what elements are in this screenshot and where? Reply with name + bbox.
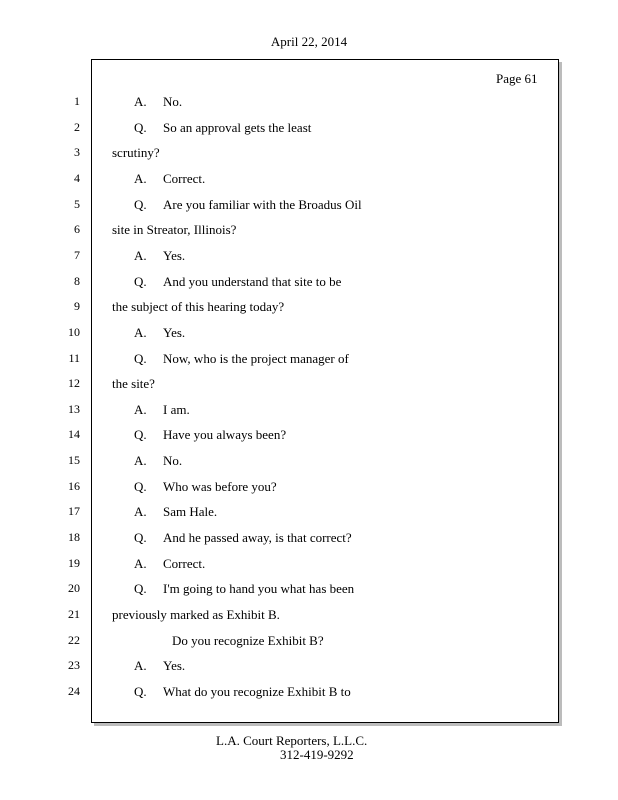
question-marker: Q. bbox=[134, 427, 147, 442]
transcript-page-frame bbox=[91, 59, 559, 723]
line-number: 10 bbox=[68, 325, 80, 339]
transcript-text: Do you recognize Exhibit B? bbox=[172, 633, 324, 648]
line-number: 11 bbox=[68, 351, 80, 365]
line-number: 12 bbox=[68, 376, 80, 390]
answer-marker: A. bbox=[134, 402, 147, 417]
footer-company: L.A. Court Reporters, L.L.C. bbox=[216, 733, 368, 748]
transcript-text: What do you recognize Exhibit B to bbox=[163, 684, 351, 699]
transcript-text: No. bbox=[163, 94, 183, 109]
answer-marker: A. bbox=[134, 556, 147, 571]
line-number: 17 bbox=[68, 504, 80, 518]
transcript-text: Correct. bbox=[163, 171, 206, 186]
transcript-line bbox=[112, 299, 284, 315]
question-marker: Q. bbox=[134, 120, 147, 135]
line-number: 20 bbox=[68, 581, 80, 595]
answer-marker: A. bbox=[134, 325, 147, 340]
line-number: 1 bbox=[74, 94, 80, 108]
transcript-text: No. bbox=[163, 453, 183, 468]
question-marker: Q. bbox=[134, 684, 147, 699]
line-number: 24 bbox=[68, 684, 80, 698]
transcript-text: Sam Hale. bbox=[163, 504, 218, 519]
answer-marker: A. bbox=[134, 171, 147, 186]
line-number: 9 bbox=[74, 299, 80, 313]
transcript-text: Are you familiar with the Broadus Oil bbox=[163, 197, 362, 212]
line-number: 6 bbox=[74, 222, 80, 236]
line-number: 14 bbox=[68, 427, 80, 441]
answer-marker: A. bbox=[134, 658, 147, 673]
question-marker: Q. bbox=[134, 530, 147, 545]
transcript-text: Correct. bbox=[163, 556, 206, 571]
transcript-text: I am. bbox=[163, 402, 190, 417]
transcript-text: Have you always been? bbox=[163, 427, 287, 442]
line-number: 7 bbox=[74, 248, 80, 262]
transcript-text: I'm going to hand you what has been bbox=[163, 581, 355, 596]
transcript-line bbox=[112, 607, 280, 623]
transcript-text: site in Streator, Illinois? bbox=[112, 222, 237, 237]
line-number: 8 bbox=[74, 274, 80, 288]
transcript-line bbox=[112, 222, 236, 238]
question-marker: Q. bbox=[134, 197, 147, 212]
answer-marker: A. bbox=[134, 453, 147, 468]
transcript-text: Yes. bbox=[163, 658, 186, 673]
transcript-text: Yes. bbox=[163, 325, 186, 340]
transcript-text: Now, who is the project manager of bbox=[163, 351, 349, 366]
transcript-line bbox=[112, 145, 160, 161]
question-marker: Q. bbox=[134, 479, 147, 494]
line-number: 22 bbox=[68, 633, 80, 647]
footer-phone: 312-419-9292 bbox=[280, 747, 354, 762]
line-number: 5 bbox=[74, 197, 80, 211]
header-date: April 22, 2014 bbox=[270, 34, 348, 49]
transcript-text: And you understand that site to be bbox=[163, 274, 342, 289]
transcript-text: So an approval gets the least bbox=[163, 120, 312, 135]
line-number: 19 bbox=[68, 556, 80, 570]
transcript-text: previously marked as Exhibit B. bbox=[112, 607, 280, 622]
transcript-line bbox=[112, 376, 155, 392]
answer-marker: A. bbox=[134, 94, 147, 109]
answer-marker: A. bbox=[134, 248, 147, 263]
line-number: 13 bbox=[68, 402, 80, 416]
transcript-text: Yes. bbox=[163, 248, 186, 263]
line-number: 4 bbox=[74, 171, 80, 185]
line-number: 2 bbox=[74, 120, 80, 134]
transcript-text: the subject of this hearing today? bbox=[112, 299, 285, 314]
transcript-line bbox=[172, 633, 324, 649]
answer-marker: A. bbox=[134, 504, 147, 519]
question-marker: Q. bbox=[134, 274, 147, 289]
line-number: 16 bbox=[68, 479, 80, 493]
transcript-text: And he passed away, is that correct? bbox=[163, 530, 352, 545]
transcript-text: scrutiny? bbox=[112, 145, 160, 160]
line-number: 15 bbox=[68, 453, 80, 467]
question-marker: Q. bbox=[134, 351, 147, 366]
page-number: Page 61 bbox=[496, 71, 538, 86]
question-marker: Q. bbox=[134, 581, 147, 596]
line-number: 21 bbox=[68, 607, 80, 621]
transcript-text: Who was before you? bbox=[163, 479, 277, 494]
line-number: 23 bbox=[68, 658, 80, 672]
line-number: 18 bbox=[68, 530, 80, 544]
line-number: 3 bbox=[74, 145, 80, 159]
transcript-text: the site? bbox=[112, 376, 155, 391]
